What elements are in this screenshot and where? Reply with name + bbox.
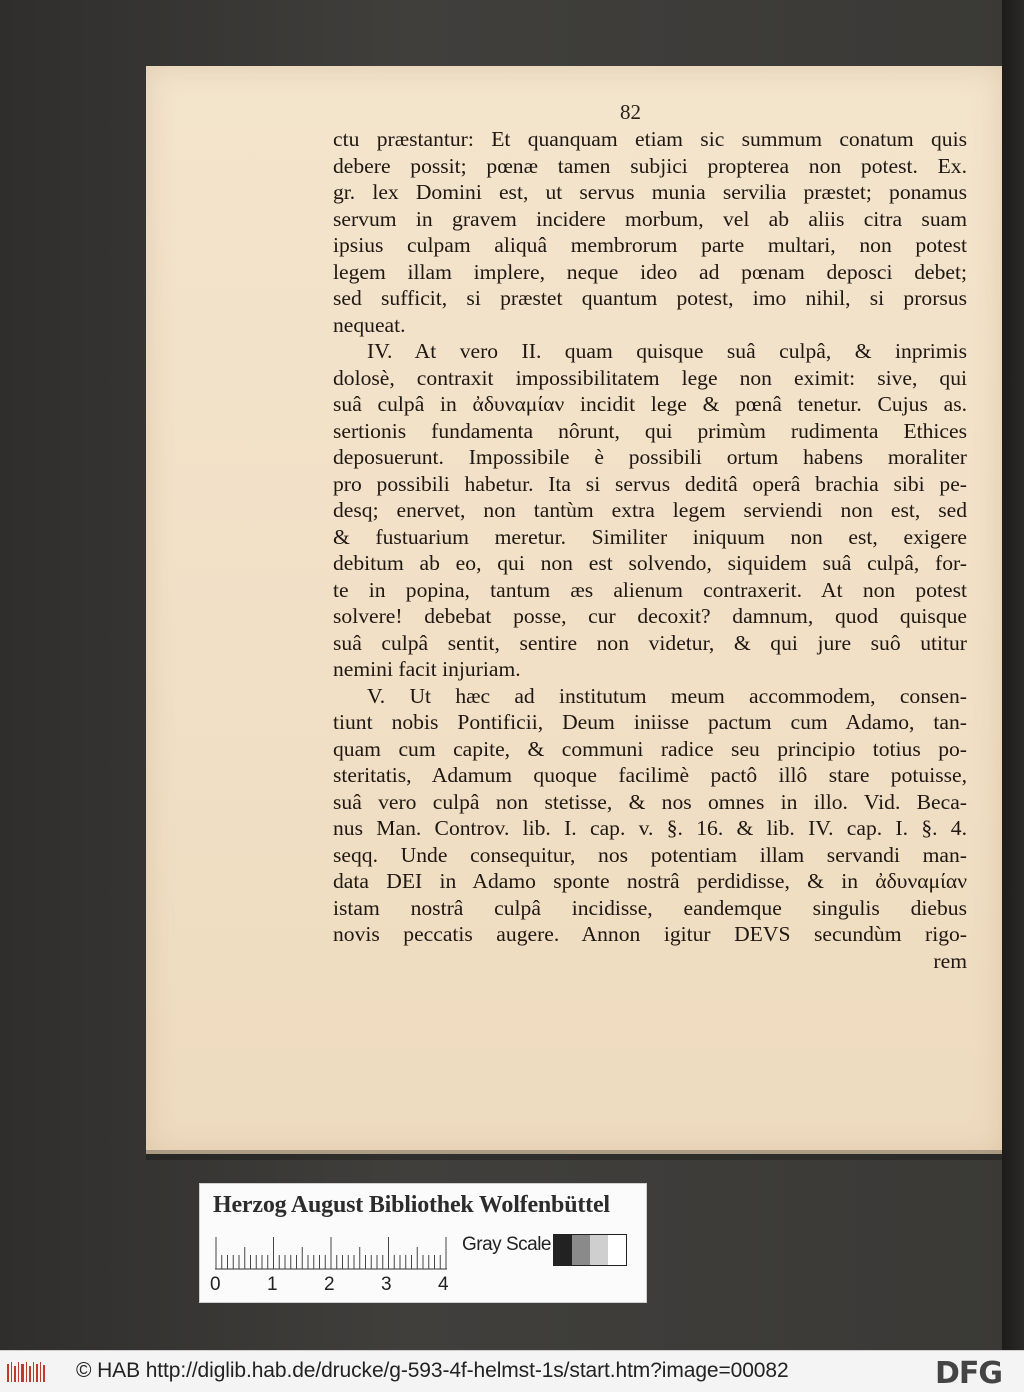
text-line: quam cum capite, & communi radice seu principio totius po- (333, 736, 967, 761)
text-line: debitum ab eo, qui non est solvendo, siquidem suâ culpâ, for- (333, 551, 967, 575)
barcode-icon (7, 1360, 47, 1384)
gray-swatch (554, 1235, 572, 1265)
text-line: nequeat. (333, 312, 406, 337)
text-line: novis peccatis augere. Annon igitur DEVS secundùm rigo- (333, 922, 967, 946)
library-name: Herzog August Bibliothek Wolfenbüttel (213, 1192, 610, 1218)
text-line: debere possit; pœnæ tamen subjici propterea non potest. Ex. (333, 153, 967, 178)
page-number: 82 (620, 100, 641, 124)
text-line: IV. At vero II. quam quisque suâ culpâ, & inprimis (367, 339, 967, 363)
copyright-url[interactable]: © HAB http://diglib.hab.de/drucke/g-593-4f-helmst-1s/start.htm?image=00082 (76, 1359, 789, 1382)
text-line: ctu præstantur: Et quanquam etiam sic summum conatum quis (333, 127, 967, 151)
library-label-card (199, 1183, 647, 1303)
ruler-number: 1 (267, 1274, 278, 1295)
text-line: legem illam implere, neque ideo ad pœnam deposci debet; (333, 259, 967, 284)
text-line: servum in gravem incidere morbum, vel ab aliis citra suam (333, 206, 967, 231)
text-line: sed sufficit, si præstet quantum potest, imo nihil, si prorsus (333, 286, 967, 310)
text-line: V. Ut hæc ad institutum meum accommodem, consen- (367, 683, 967, 708)
text-line: nus Man. Controv. lib. I. cap. v. §. 16. & lib. IV. cap. I. §. 4. (333, 816, 967, 840)
text-line: suâ culpâ sentit, sentire non videtur, & qui jure suô utitur (333, 630, 967, 655)
text-line: nemini facit injuriam. (333, 657, 521, 681)
gray-swatch (590, 1235, 608, 1265)
text-line: steritatis, Adamum quoque facilimè pactô illô stare potuisse, (333, 763, 967, 787)
ruler-number: 3 (381, 1274, 392, 1295)
gray-scale-label: Gray Scale (462, 1234, 551, 1255)
text-line: dolosè, contraxit impossibilitatem lege non eximit: sive, qui (333, 365, 967, 390)
text-line: data DEI in Adamo sponte nostrâ perdidisse, & in ἀδυναμίαν (333, 869, 967, 893)
gray-scale-swatch (553, 1234, 627, 1266)
ruler (215, 1236, 447, 1270)
text-line: suâ vero culpâ non stetisse, & nos omnes in illo. Vid. Beca- (333, 789, 967, 814)
page-shadow (146, 1150, 1002, 1160)
ruler-numbers (210, 1274, 470, 1298)
ruler-number: 0 (210, 1274, 221, 1295)
scan-edge (1002, 0, 1024, 1350)
text-line: sertionis fundamenta nôrunt, qui primùm rudimenta Ethices (333, 418, 967, 443)
text-line: te in popina, tantum æs alienum contraxerit. At non potest (333, 577, 967, 602)
text-line: istam nostrâ culpâ incidisse, eandemque singulis diebus (333, 895, 967, 920)
ruler-number: 4 (438, 1274, 449, 1295)
text-line: suâ culpâ in ἀδυναμίαν incidit lege & pœnâ tenetur. Cujus as. (333, 392, 967, 416)
page-text (333, 126, 967, 974)
text-line: solvere! debebat posse, cur decoxit? damnum, quod quisque (333, 604, 967, 628)
ruler-number: 2 (324, 1274, 335, 1295)
footer-bar (0, 1350, 1024, 1392)
text-line: tiunt nobis Pontificii, Deum iniisse pactum cum Adamo, tan- (333, 710, 967, 734)
text-line: ipsius culpam aliquâ membrorum parte multari, non potest (333, 233, 967, 257)
text-line: rem (933, 948, 967, 973)
text-line: gr. lex Domini est, ut servus munia servilia præstet; ponamus (333, 180, 967, 204)
gray-swatch (572, 1235, 590, 1265)
text-line: & fustuarium meretur. Similiter iniquum non est, exigere (333, 524, 967, 549)
dfg-logo: DFG (935, 1356, 1003, 1391)
gray-swatch (608, 1235, 626, 1265)
text-line: desq; enervet, non tantùm extra legem serviendi non est, sed (333, 498, 967, 522)
text-line: pro possibili habetur. Ita si servus deditâ operâ brachia sibi pe- (333, 471, 967, 496)
text-line: deposuerunt. Impossibile è possibili ortum habens moraliter (333, 445, 967, 469)
text-line: seqq. Unde consequitur, nos potentiam illam servandi man- (333, 842, 967, 867)
